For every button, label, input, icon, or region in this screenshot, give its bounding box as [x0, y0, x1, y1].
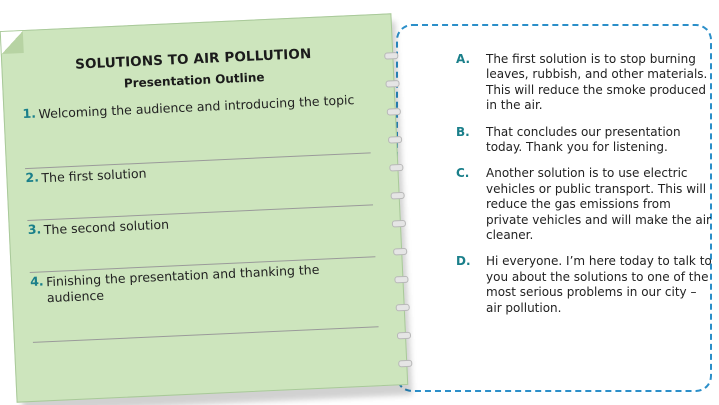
answer-item — [456, 254, 712, 316]
binder-ring — [392, 220, 406, 228]
answer-item — [456, 125, 712, 156]
answer-letter: A. — [456, 52, 471, 66]
outline-content — [20, 43, 379, 342]
binder-ring — [397, 332, 411, 340]
answer-item — [456, 166, 712, 243]
binder-ring — [393, 248, 407, 256]
binder-ring — [390, 192, 404, 200]
binder-ring — [384, 52, 398, 60]
outline-item-text: Welcoming the audience and introducing the topic — [38, 92, 355, 122]
outline-item — [30, 257, 379, 343]
binder-ring — [389, 164, 403, 172]
outline-item-number: 1. — [22, 105, 37, 122]
answer-letter: D. — [456, 254, 471, 269]
outline-item-text: Finishing the presentation and thanking the audience — [45, 261, 320, 306]
outline-item-number: 4. — [29, 273, 44, 289]
outline-subtitle: Presentation Outline — [123, 70, 265, 91]
answer-text: Hi everyone. I’m here today to talk to you about the solutions to one of the most serious problems in our city – air pollution. — [486, 254, 712, 315]
answers-list — [456, 52, 712, 327]
binder-ring — [394, 276, 408, 284]
answer-text: Another solution is to use electric vehicles or public transport. This will reduce the gas emissions from private vehicles and will make the air cleaner. — [486, 166, 711, 243]
answer-text: That concludes our presentation today. Thank you for listening. — [486, 124, 681, 155]
outline-item-number: 2. — [25, 169, 40, 186]
answer-letter: B. — [456, 124, 470, 139]
outline-item-number: 3. — [27, 221, 42, 238]
outline-item-text: The first solution — [41, 165, 147, 186]
outline-note — [0, 13, 408, 402]
binder-ring — [388, 136, 402, 144]
answer-text: The first solution is to stop burning leaves, rubbish, and other materials. This will reduce the smoke produced in the air. — [486, 52, 708, 113]
binder-ring — [387, 108, 401, 116]
outline-title: SOLUTIONS TO AIR POLLUTION — [74, 45, 312, 73]
answer-letter: C. — [456, 166, 470, 181]
outline-item-text: The second solution — [43, 216, 170, 238]
binder-ring — [398, 360, 412, 368]
outline-list — [22, 89, 378, 342]
binder-ring — [385, 80, 399, 88]
binder-ring — [396, 304, 410, 312]
answer-item — [456, 52, 712, 114]
note-dog-ear-fold — [1, 31, 24, 54]
